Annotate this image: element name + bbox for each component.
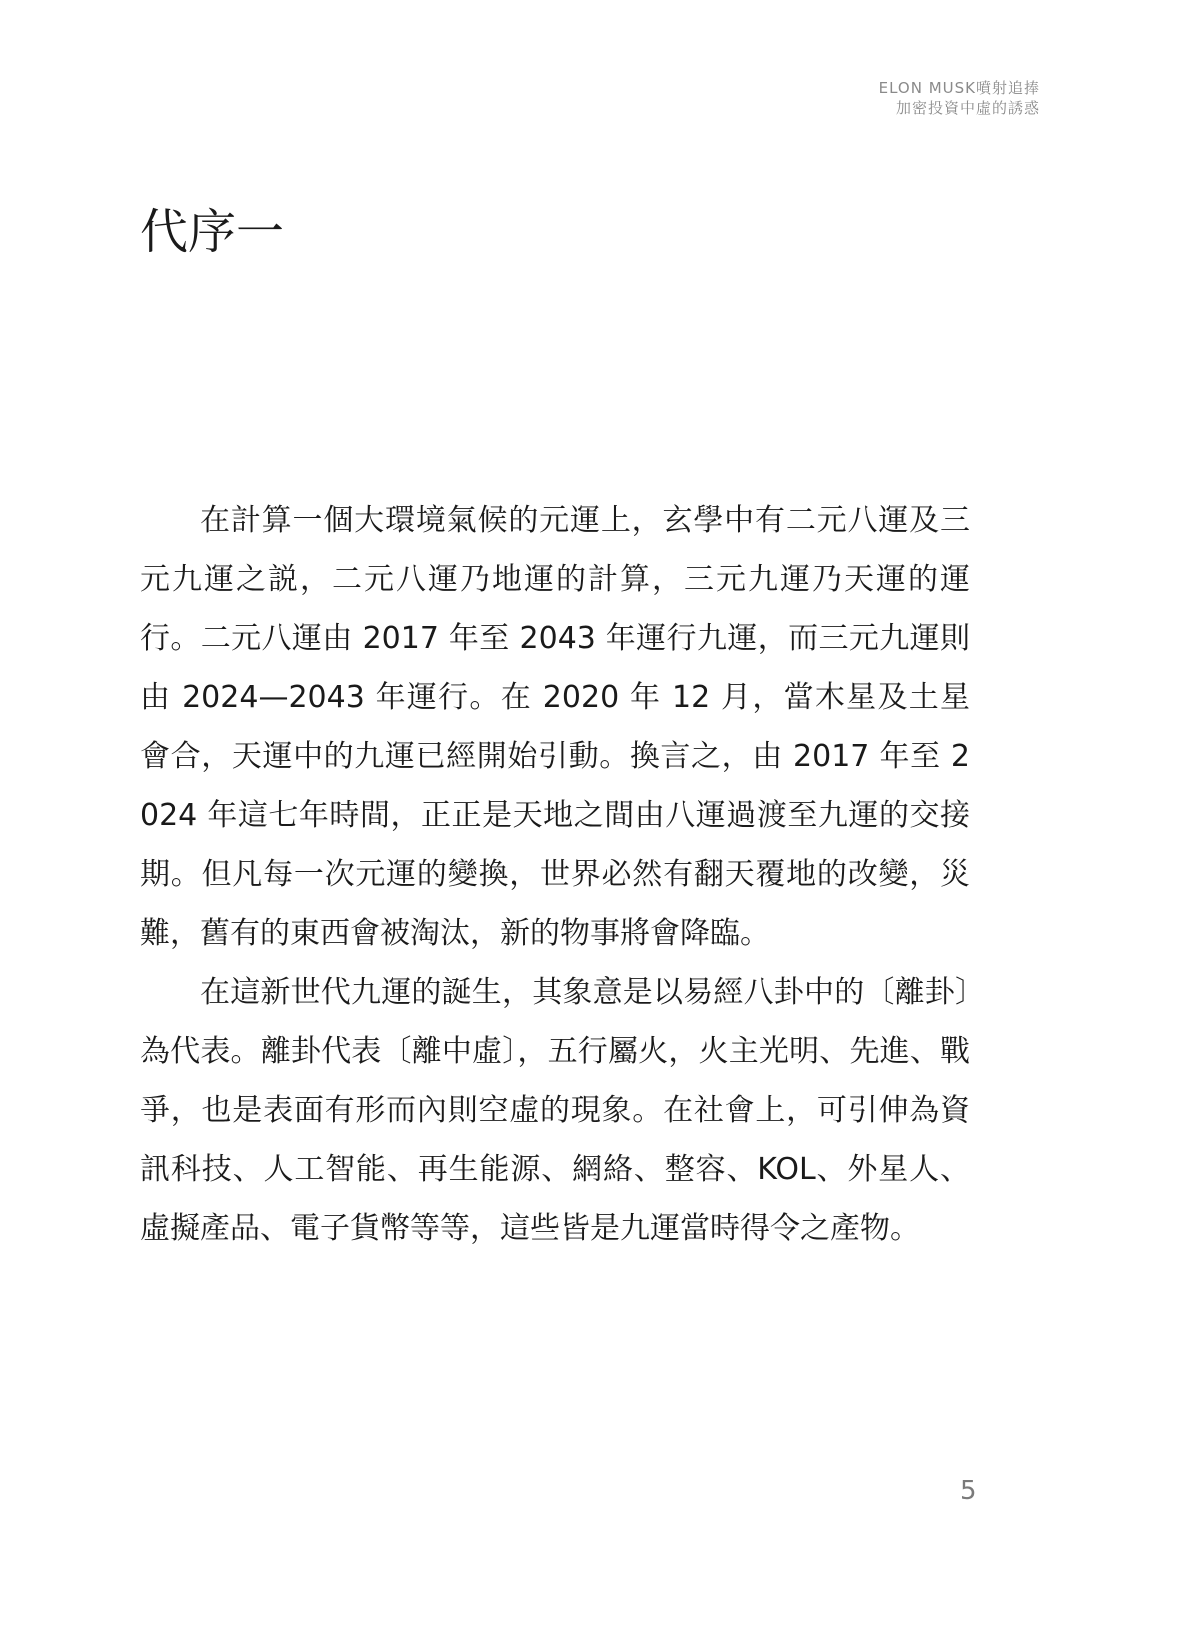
running-header [879, 78, 1040, 118]
running-header-subtitle: 加密投資中虛的誘惑 [895, 99, 1040, 117]
paragraph-1: 在計算一個大環境氣候的元運上，玄學中有二元八運及三元九運之説，二元八運乃地運的計算，三元九運乃天運的運行。二元八運由 2017 年至 2043 年運行九運，而三元九運則由 2024—2043 年運行。在 2020 年 12 月，當木星及土星會合，天運中的九運已經開始引動。換言之，由 2017 年至 2024 年這七年時間，正正是天地之間由八運過渡至九運的交接期。但凡每一次元運的變換，世界必然有翻天覆地的改變，災難，舊有的東西會被淘汰，新的物事將會降臨。 [140, 503, 970, 951]
page-number: 5 [960, 1476, 977, 1506]
chapter-title: 代序一 [140, 204, 285, 260]
body-text [140, 491, 970, 1258]
paragraph-2: 在這新世代九運的誕生，其象意是以易經八卦中的〔離卦〕為代表。離卦代表〔離中虛〕，五行屬火，火主光明、先進、戰爭，也是表面有形而內則空虛的現象。在社會上，可引伸為資訊科技、人工智能、再生能源、網絡、整容、KOL、外星人、虛擬產品、電子貨幣等等，這些皆是九運當時得令之產物。 [140, 975, 970, 1246]
running-header-book-title: ELON MUSK噴射追捧 [878, 79, 1040, 97]
